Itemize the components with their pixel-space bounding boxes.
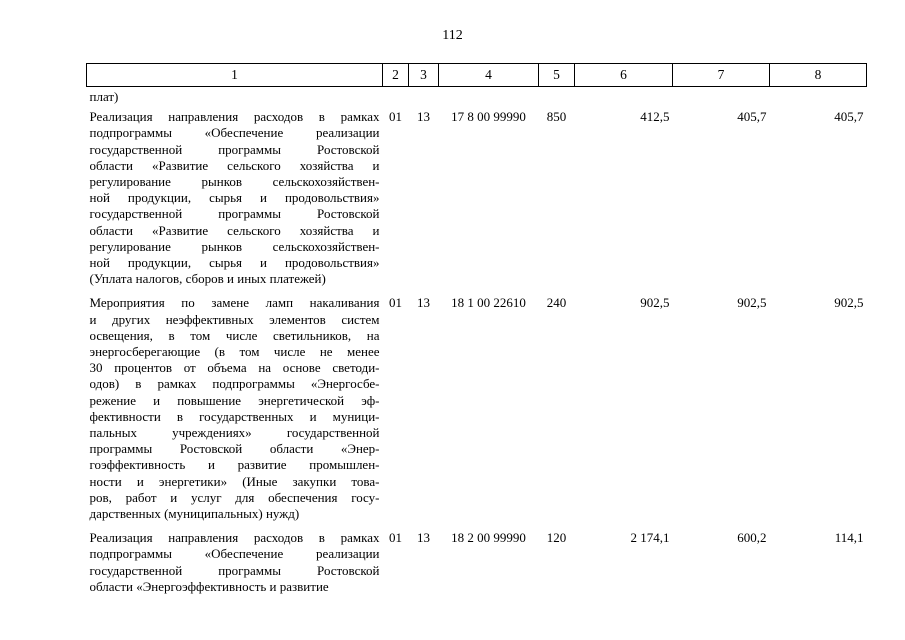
amount-col7: 405,7 xyxy=(737,109,767,125)
description-line: государственной программы Ростовской xyxy=(89,562,380,578)
row-description xyxy=(87,526,383,599)
description-line: государственной программы Ростовской xyxy=(89,206,380,222)
description-line: ной продукции, сырья и продовольствия» xyxy=(89,255,380,271)
target-article-code: 18 2 00 99990 xyxy=(451,530,526,546)
description-line: освещения, в том числе светильников, на xyxy=(89,327,380,343)
description-line: (Уплата налогов, сборов и иных платежей) xyxy=(89,271,326,287)
subsection-code: 13 xyxy=(417,109,430,125)
description-line: подпрограммы «Обеспечение реализации xyxy=(89,546,380,562)
description-line: ров, работ и услуг для обеспечения госу- xyxy=(89,489,380,505)
page-number: 112 xyxy=(442,28,463,43)
column-header: 2 xyxy=(383,64,409,87)
continuation-text: плат) xyxy=(89,89,119,104)
description-line: области «Развитие сельского хозяйства и xyxy=(89,157,380,173)
target-article-code: 17 8 00 99990 xyxy=(451,109,526,125)
column-header: 1 xyxy=(87,64,383,87)
description-line: ности и энергетики» (Иные закупки това- xyxy=(89,473,380,489)
header-row xyxy=(87,64,867,87)
description-line: фективности в государственных и муници- xyxy=(89,408,380,424)
row-description xyxy=(87,105,383,291)
description-line: одов) в рамках подпрограммы «Энергосбе- xyxy=(89,376,380,392)
description-line: гоэффективность и развитие промышлен- xyxy=(89,457,380,473)
continuation-row xyxy=(87,87,867,106)
column-header: 7 xyxy=(673,64,770,87)
column-header: 3 xyxy=(409,64,439,87)
amount-col7: 902,5 xyxy=(737,295,767,311)
amount-col8: 114,1 xyxy=(834,530,864,546)
column-header: 5 xyxy=(539,64,575,87)
description-line: программы Ростовской области «Энер- xyxy=(89,441,380,457)
description-line: области «Развитие сельского хозяйства и xyxy=(89,222,380,238)
amount-col6: 902,5 xyxy=(640,295,670,311)
subsection-code: 13 xyxy=(417,530,430,546)
description-line: пальных учреждениях» государственной xyxy=(89,425,380,441)
amount-col6: 2 174,1 xyxy=(630,530,670,546)
description-line: Реализация направления расходов в рамках xyxy=(89,530,380,546)
section-code: 01 xyxy=(389,109,402,125)
amount-col8: 405,7 xyxy=(834,109,864,125)
target-article-code: 18 1 00 22610 xyxy=(451,295,526,311)
amount-col6: 412,5 xyxy=(640,109,670,125)
column-header: 8 xyxy=(770,64,867,87)
description-line: ной продукции, сырья и продовольствия» xyxy=(89,190,380,206)
table-row xyxy=(87,526,867,599)
description-line: подпрограммы «Обеспечение реализации xyxy=(89,125,380,141)
description-line: дарственных (муниципальных) нужд) xyxy=(89,506,300,522)
table-row xyxy=(87,105,867,291)
column-header: 6 xyxy=(575,64,673,87)
row-description xyxy=(87,291,383,526)
column-header: 4 xyxy=(439,64,539,87)
amount-col8: 902,5 xyxy=(834,295,864,311)
expense-type-code: 240 xyxy=(546,295,567,311)
description-line: регулирование рынков сельскохозяйствен- xyxy=(89,238,380,254)
description-line: государственной программы Ростовской xyxy=(89,141,380,157)
expense-type-code: 850 xyxy=(546,109,567,125)
description-line: регулирование рынков сельскохозяйствен- xyxy=(89,174,380,190)
description-line: и других неэффективных элементов систем xyxy=(89,311,380,327)
expense-type-code: 120 xyxy=(546,530,567,546)
table-row xyxy=(87,291,867,526)
section-code: 01 xyxy=(389,295,402,311)
description-line: Мероприятия по замене ламп накаливания xyxy=(89,295,380,311)
section-code: 01 xyxy=(389,530,402,546)
description-line: энергосберегающие (в том числе не менее xyxy=(89,344,380,360)
description-line: режение и повышение энергетической эф- xyxy=(89,392,380,408)
budget-table xyxy=(86,63,867,599)
description-line: Реализация направления расходов в рамках xyxy=(89,109,380,125)
description-line: области «Энергоэффективность и развитие xyxy=(89,578,329,594)
amount-col7: 600,2 xyxy=(737,530,767,546)
description-line: 30 процентов от объема на основе светоди- xyxy=(89,360,380,376)
subsection-code: 13 xyxy=(417,295,430,311)
